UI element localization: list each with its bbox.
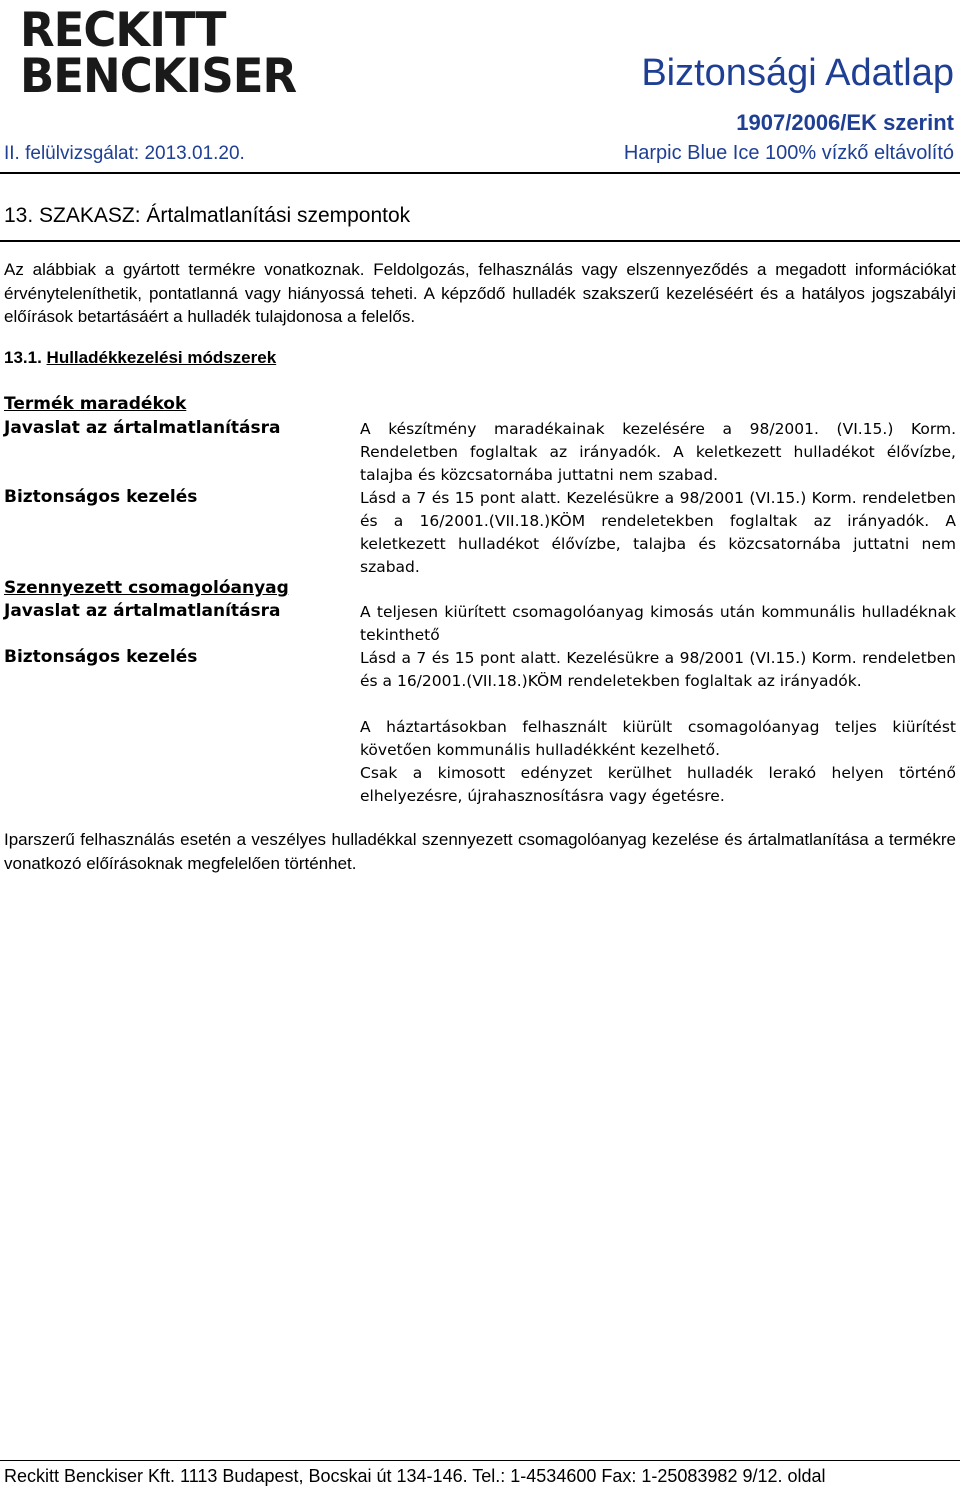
- logo-line-2: BENCKISER: [20, 47, 297, 104]
- packaging-heading: Szennyezett csomagolóanyag: [4, 578, 289, 598]
- packaging-handling-text-1: Lásd a 7 és 15 pont alatt. Kezelésükre a 98/2001 (VI.15.) Korm. rendeletben és a 16/2001.(VII.18.)KÖM rendeletekben foglaltak az irányadók.: [360, 649, 956, 690]
- page-footer: Reckitt Benckiser Kft. 1113 Budapest, Bocskai út 134-146. Tel.: 1-4534600 Fax: 1-25083982 9/12. oldal: [4, 1466, 826, 1486]
- residue-disposal-text: A készítmény maradékainak kezelésére a 98/2001. (VI.15.) Korm. Rendeletben foglaltak az irányadók. A keletkezett hulladékot élővízbe, talajba és közcsatornába juttatni nem szabad.: [360, 420, 956, 484]
- residue-handling-label: Biztonságos kezelés: [4, 487, 198, 507]
- industrial-use-note: Iparszerű felhasználás esetén a veszélyes hulladékkal szennyezett csomagolóanyag kezelése és ártalmatlanítása a termékre vonatkozó előírásoknak megfelelően történhet.: [4, 830, 956, 873]
- packaging-handling-text-3: Csak a kimosott edényzet kerülhet hulladék lerakó helyen történő elhelyezésre, újrahasznosításra vagy égetésre.: [360, 764, 956, 805]
- footer-divider: [0, 1460, 960, 1461]
- subsection-heading: [4, 348, 276, 368]
- packaging-disposal-text: A teljesen kiürített csomagolóanyag kimosás után kommunális hulladéknak tekinthető: [360, 603, 956, 644]
- header-divider: [0, 172, 960, 174]
- packaging-handling-label: Biztonságos kezelés: [4, 647, 198, 667]
- packaging-disposal-label: Javaslat az ártalmatlanításra: [4, 601, 281, 621]
- product-name: Harpic Blue Ice 100% vízkő eltávolító: [623, 142, 954, 164]
- intro-paragraph: Az alábbiak a gyártott termékre vonatkoznak. Feldolgozás, felhasználás vagy elszennyeződés a megadott információkat érvényteleníthetik, pontatlanná vagy hiányossá teheti. A képződő hulladék szakszerű kezeléséért és a hatályos jogszabályi előírások betartásáért a hulladék tulajdonosa a felelős.: [4, 260, 956, 326]
- document-title: Biztonsági Adatlap: [641, 52, 954, 94]
- subsection-number: 13.1.: [4, 348, 42, 367]
- residue-handling-text: Lásd a 7 és 15 pont alatt. Kezelésükre a 98/2001 (VI.15.) Korm. rendeletben és a 16/2001.(VII.18.)KÖM rendeletekben foglaltak az irányadók. A keletkezett hulladékot élővízbe, talajba és közcsatornába juttatni nem szabad.: [360, 489, 956, 576]
- subsection-title: Hulladékkezelési módszerek: [46, 348, 277, 367]
- regulation-reference: 1907/2006/EK szerint: [736, 110, 954, 135]
- product-residue-heading: Termék maradékok: [4, 394, 187, 414]
- section-divider: [0, 240, 960, 242]
- logo-line-1: RECKITT: [20, 1, 226, 58]
- residue-disposal-label: Javaslat az ártalmatlanításra: [4, 418, 281, 438]
- revision-date: II. felülvizsgálat: 2013.01.20.: [4, 143, 245, 164]
- section-title: 13. SZAKASZ: Ártalmatlanítási szempontok: [4, 204, 411, 227]
- packaging-handling-text-2: A háztartásokban felhasznált kiürült csomagolóanyag teljes kiürítést követően kommunális hulladékként kezelhető.: [360, 718, 956, 759]
- company-logo: [20, 1, 297, 104]
